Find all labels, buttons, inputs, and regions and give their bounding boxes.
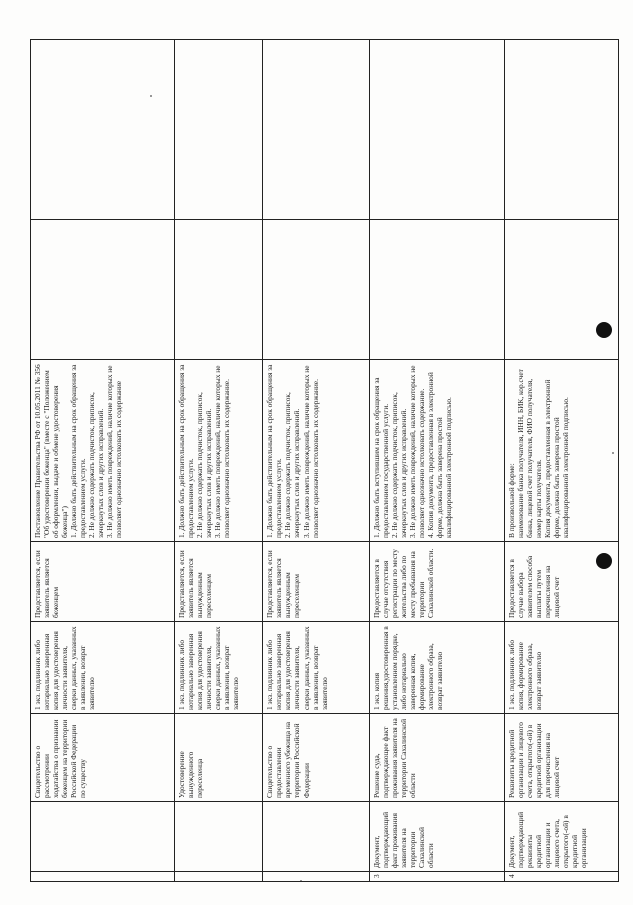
requirement-line: наименование банка получателя, ИНН, БИК, кор.счет банка, лицевой счет получателя, ФИО получателя, номер карты получателя. xyxy=(515,369,543,538)
document-category: Документ, подтверждающий факт проживания заявителя на территории Сахалинской области xyxy=(370,802,505,872)
requirement-line: 1. Должно быть действительным на срок обращения за предоставлением услуги. xyxy=(265,364,284,538)
row-number: 3 xyxy=(370,872,505,882)
sample-cell xyxy=(504,40,618,220)
submission-condition: Представляется, если заявитель является вынужденным переселенцем xyxy=(174,542,263,622)
table-row xyxy=(31,40,175,882)
document-category: Документ, подтверждающий реквизиты кредитной организации и лицевого счета, открытого(-ой) в кредитной организации xyxy=(504,802,618,872)
table-row xyxy=(174,40,263,882)
document-requirements xyxy=(31,360,175,542)
requirement-line: Постановление Правительства РФ от 10.05.2011 № 356 "Об удостоверении беженца" (вместе с "Положением об оформлении, выдаче и обмене удостоверения беженца") xyxy=(33,364,70,538)
requirement-line: 3. Не должно иметь повреждений, наличие которых не позволяет однозначно истолковать содержание. xyxy=(408,365,427,538)
form-cell xyxy=(504,220,618,360)
document-kind: Реквизиты кредитной организации и лицевого счета, открытого(-ой) в кредитной организации для перечисления на лицевой счет xyxy=(504,714,618,802)
copy-requirements: 1 экз. подлинник либо нотариально заверенная копия для удостоверения личности заявителя, сверки данных, указанных в заявлении, возврат заявителю xyxy=(174,622,263,714)
document-category xyxy=(174,802,263,872)
submission-condition: Предоставляется в случае выбора заявителем способа выплаты путем перечисления на лицевой счет xyxy=(504,542,618,622)
requirement-line: 2. Не должно содержать подчисток, приписок, зачеркнутых слов и других исправлений. xyxy=(390,392,409,538)
requirement-line: 2. Не должно содержать подчисток, приписок, зачеркнутых слов и других исправлений. xyxy=(283,392,302,538)
document-category xyxy=(31,802,175,872)
row-number xyxy=(174,872,263,882)
row-number xyxy=(31,872,175,882)
requirement-line: 3. Не должно иметь повреждений, наличие которых не позволяет однозначно истолковать их содержание. xyxy=(212,365,231,538)
form-cell xyxy=(174,220,263,360)
copy-requirements: 1 экз. подлинник либо нотариально заверенная копия для удостоверения личности заявителя, сверки данных, указанных в заявлении, возврат заявителю xyxy=(263,622,370,714)
form-cell xyxy=(31,220,175,360)
document-requirements xyxy=(370,360,505,542)
sample-cell xyxy=(31,40,175,220)
row-number xyxy=(263,872,370,882)
document-kind: Удостоверение вынужденного переселенца xyxy=(174,714,263,802)
document-requirements xyxy=(174,360,263,542)
table-row xyxy=(504,40,618,882)
row-number: 4 xyxy=(504,872,618,882)
copy-requirements: 1 экз. подлинник либо копия, формирование электронного образа, возврат заявителю xyxy=(504,622,618,714)
document-requirements xyxy=(263,360,370,542)
submission-condition: Предоставляется в случае отсутствия регистрации по месту жительства либо по месту пребывания на территории Сахалинской области. xyxy=(370,542,505,622)
sample-cell xyxy=(174,40,263,220)
copy-requirements: 1 экз. копия решения,удостоверенная в установленном порядке, либо нотариально заверенная копия, формирование электронного образа, возврат заявителю xyxy=(370,622,505,714)
document-kind: Свидетельство о рассмотрении ходатайства о признании беженцем на территории Российской Федерации по существу xyxy=(31,714,175,802)
requirement-line: 3. Не должно иметь повреждений, наличие которых не позволяет однозначно истолковать их содержание. xyxy=(301,365,320,538)
requirement-line: 1. Должно быть вступившим на срок обращения за предоставлением государственной услуги. xyxy=(372,377,391,538)
requirement-line: 3. Не должно иметь повреждений, наличие которых не позволяет однозначно истолковать их содержание xyxy=(105,365,124,538)
copy-requirements: 1 экз. подлинник либо нотариально заверенная копия для удостоверения личности заявителя, сверки данных, указанных в заявлении, возврат заявителю xyxy=(31,622,175,714)
requirement-line: В произвольной форме: xyxy=(506,463,516,538)
document-requirements xyxy=(504,360,618,542)
requirement-line: 2. Не должно содержать подчисток, приписок, зачеркнутых слов и других исправлений. xyxy=(87,392,106,538)
document-category xyxy=(263,802,370,872)
table-row xyxy=(263,40,370,882)
rotated-table-sheet xyxy=(30,40,619,882)
document-kind: Свидетельство о предоставлении временного убежища на территории Российской Федерации xyxy=(263,714,370,802)
submission-condition: Представляется, если заявитель является беженцем xyxy=(31,542,175,622)
form-cell xyxy=(370,220,505,360)
requirement-line: 4. Копия документа, предоставленная в электронной форме, должна быть заверена простой квалифицированной электронной подписью. xyxy=(426,372,454,538)
requirement-line: Копия документа, предоставленная в электронной форме, должна быть заверена простой квалифицированной электронной подписью. xyxy=(542,379,570,538)
submission-condition: Представляется, если заявитель является вынужденным переселенцем xyxy=(263,542,370,622)
requirement-line: 2. Не должно содержать подчисток, приписок, зачеркнутых слов и других исправлений. xyxy=(194,392,213,538)
sample-cell xyxy=(263,40,370,220)
sample-cell xyxy=(370,40,505,220)
table-row xyxy=(370,40,505,882)
documents-table xyxy=(30,39,619,882)
requirement-line: 1. Должно быть действительным на срок обращения за предоставлением услуги. xyxy=(69,364,88,538)
requirement-line: 1. Должно быть действительным на срок обращения за предоставлением услуги. xyxy=(176,364,195,538)
document-kind: Решение суда, подтверждающее факт проживания заявителя на территории Сахалинской области xyxy=(370,714,505,802)
form-cell xyxy=(263,220,370,360)
